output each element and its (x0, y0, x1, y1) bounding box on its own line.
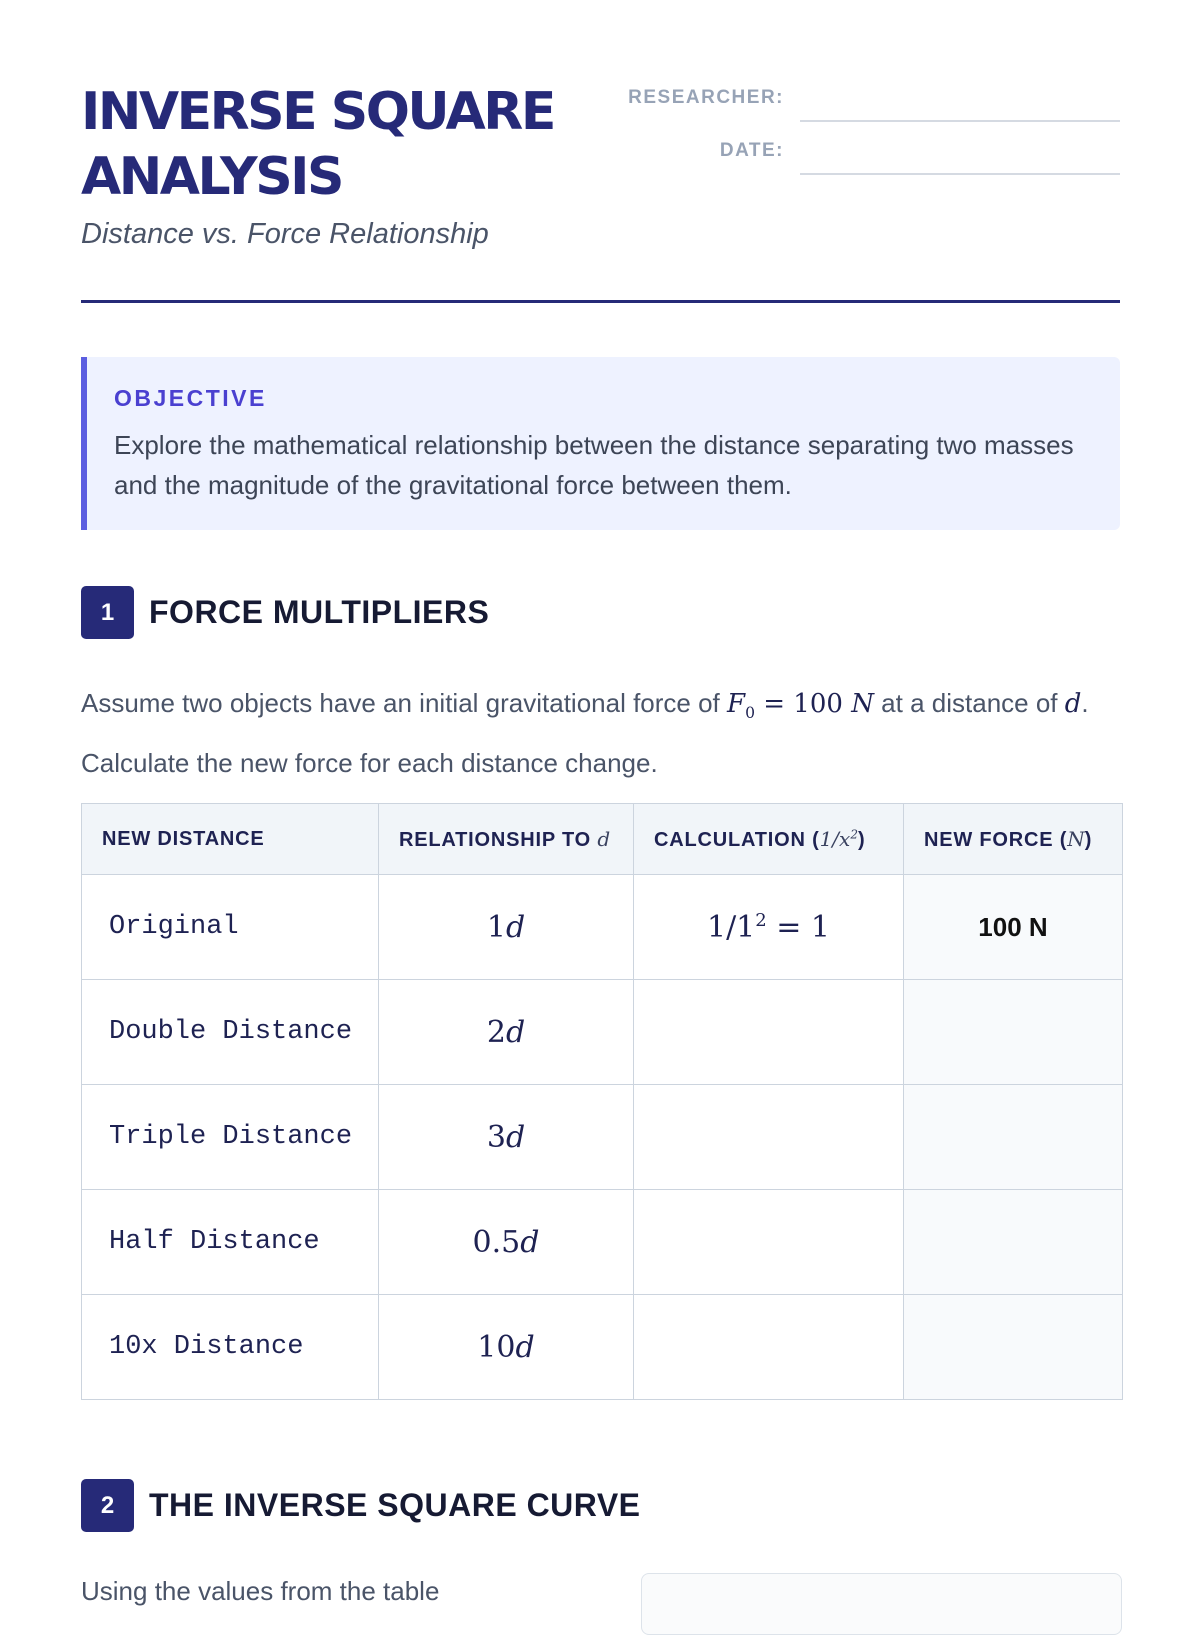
section-2-heading (81, 1479, 641, 1532)
distance-name: Triple Distance (82, 1085, 379, 1190)
calculation-cell[interactable] (634, 875, 904, 980)
section-1-title: FORCE MULTIPLIERS (149, 594, 490, 630)
header-calculation (634, 804, 904, 875)
table-header-row (82, 804, 1123, 875)
table-row (82, 980, 1123, 1085)
table-row (82, 1085, 1123, 1190)
section-1-badge: 1 (81, 586, 134, 639)
distance-name: Half Distance (82, 1190, 379, 1295)
distance-var: d (505, 1119, 526, 1155)
page-subtitle: Distance vs. Force Relationship (81, 218, 489, 250)
header-calc-prefix: CALCULATION ( (654, 828, 820, 851)
researcher-field[interactable] (800, 87, 1120, 122)
worksheet-page (81, 0, 1120, 1606)
header-calc-exp: 2 (850, 826, 858, 841)
objective-text: Explore the mathematical relationship between the distance separating two masses and the magnitude of the gravitational force between them. (114, 430, 1074, 500)
distance-var: d (505, 1014, 526, 1050)
force-cell[interactable] (904, 980, 1123, 1085)
table-row (82, 1295, 1123, 1400)
calc-exp: 2 (755, 909, 767, 931)
force-cell[interactable] (904, 1295, 1123, 1400)
relationship-cell (379, 1295, 634, 1400)
distance-name: Double Distance (82, 980, 379, 1085)
header-calc-formula: 1/x (819, 826, 851, 851)
objective-box (81, 357, 1120, 530)
researcher-row (620, 86, 1120, 122)
table-row (82, 875, 1123, 980)
section-1-intro (81, 678, 1120, 788)
date-field[interactable] (800, 140, 1120, 175)
multiplier: 10 (477, 1329, 516, 1365)
section-2-title: THE INVERSE SQUARE CURVE (149, 1487, 641, 1523)
relationship-cell (379, 980, 634, 1085)
calc-result: = 1 (766, 909, 831, 945)
date-row (620, 139, 1120, 175)
distance-var: d (520, 1224, 540, 1260)
multiplier: 3 (486, 1119, 506, 1155)
header-new-force (904, 804, 1123, 875)
intro-math-n: N (851, 689, 874, 719)
relationship-cell (379, 1085, 634, 1190)
distance-name: 10x Distance (82, 1295, 379, 1400)
date-label: DATE: (719, 140, 784, 161)
force-cell[interactable]: 100 N (904, 875, 1123, 980)
calculation-cell[interactable] (634, 1295, 904, 1400)
distance-name: Original (82, 875, 379, 980)
section-1-heading (81, 586, 489, 639)
intro-text-1: Assume two objects have an initial gravitational force of (81, 688, 728, 718)
header-relationship-text: RELATIONSHIP TO (399, 828, 598, 851)
force-cell[interactable] (904, 1190, 1123, 1295)
header-calc-suffix: ) (857, 828, 866, 851)
header-force-var: N (1067, 826, 1085, 851)
relationship-cell (379, 1190, 634, 1295)
force-multipliers-table (81, 803, 1123, 1400)
multiplier: 1 (486, 909, 506, 945)
meta-fields (620, 86, 1120, 192)
calculation-cell[interactable] (634, 1085, 904, 1190)
force-cell[interactable] (904, 1085, 1123, 1190)
calculation-cell[interactable] (634, 980, 904, 1085)
researcher-label: RESEARCHER: (628, 87, 784, 108)
header-relationship-var: d (597, 826, 611, 851)
multiplier: 2 (486, 1014, 506, 1050)
worksheet-header (81, 0, 1120, 305)
distance-var: d (505, 909, 526, 945)
intro-math-sub: 0 (745, 704, 755, 723)
multiplier: 0.5 (472, 1224, 521, 1260)
header-new-distance: NEW DISTANCE (82, 804, 379, 875)
header-force-prefix: NEW FORCE ( (924, 828, 1068, 851)
header-divider (81, 300, 1120, 303)
intro-math-eq: = 100 (754, 689, 852, 719)
section-2-intro: Using the values from the table (81, 1576, 440, 1606)
intro-text-3: . Calculate the new force for each distance change. (81, 688, 1089, 779)
section-2-badge: 2 (81, 1479, 134, 1532)
relationship-cell (379, 875, 634, 980)
objective-label: OBJECTIVE (114, 385, 267, 411)
distance-var: d (515, 1329, 535, 1365)
page-title: INVERSE SQUARE ANALYSIS (81, 82, 554, 207)
intro-math-d: d (1064, 689, 1082, 719)
calculation-cell[interactable] (634, 1190, 904, 1295)
graph-area (641, 1573, 1122, 1635)
calc-base: 1/1 (706, 909, 756, 945)
header-relationship (379, 804, 634, 875)
header-force-suffix: ) (1084, 828, 1093, 851)
intro-math-f: F (727, 689, 746, 719)
table-row (82, 1190, 1123, 1295)
intro-text-2: at a distance of (873, 688, 1065, 718)
